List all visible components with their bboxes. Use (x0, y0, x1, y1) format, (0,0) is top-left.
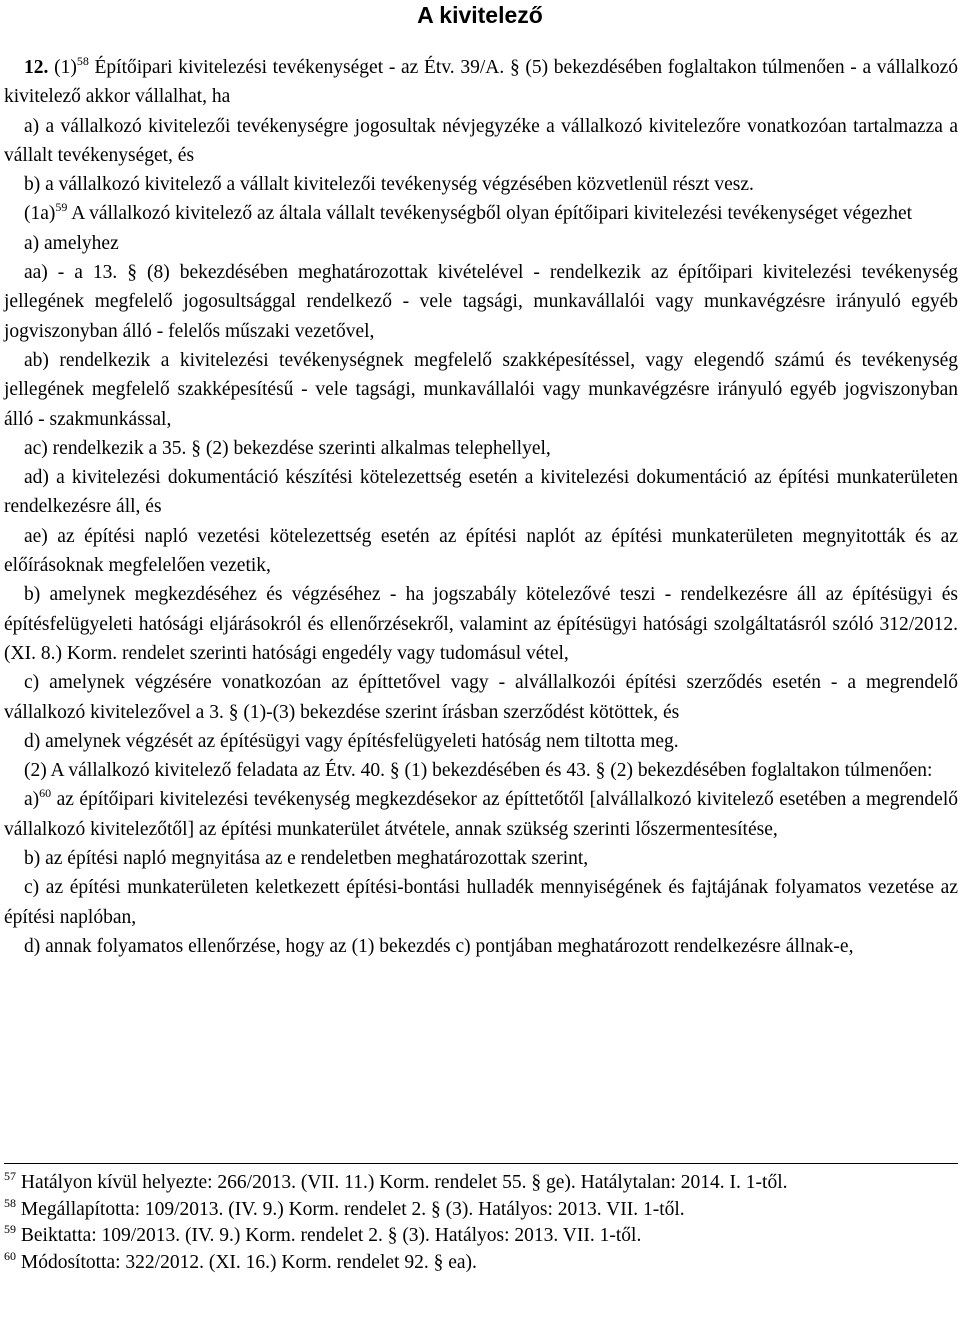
paragraph-label: (1a) (24, 203, 56, 225)
paragraph-2-intro: (2) A vállalkozó kivitelező feladata az Étv. 40. § (1) bekezdésében és 43. § (2) bekezdésében foglaltakon túlmenően: (24, 760, 933, 782)
footnote (4, 1170, 958, 1197)
paragraph-2-point-d: d) annak folyamatos ellenőrzése, hogy az (1) bekezdés c) pontjában meghatározott rendelkezésre állnak-e, (24, 935, 854, 957)
footnote-text: Megállapította: 109/2013. (IV. 9.) Korm. rendelet 2. § (3). Hatályos: 2013. VII. 1-től. (16, 1198, 685, 1220)
footnote-ref[interactable]: 59 (55, 200, 68, 215)
paragraph-1a-point-ac: ac) rendelkezik a 35. § (2) bekezdése szerinti alkalmas telephellyel, (24, 437, 551, 459)
paragraph-1a-point-a: a) amelyhez (24, 232, 119, 254)
point-label: a) (24, 789, 40, 811)
footnote-text: Módosította: 322/2012. (XI. 16.) Korm. rendelet 92. § ea). (16, 1251, 477, 1273)
paragraph-label: (1) (54, 57, 77, 78)
paragraph-1a-point-ae: ae) az építési napló vezetési kötelezettség esetén az építési naplót az építési munkaterületen megnyitották és az előírásoknak megfelelően vezetik, (4, 525, 958, 577)
paragraph-1-point-b: b) a vállalkozó kivitelező a vállalt kivitelezői tevékenység végzésében közvetlenül részt vesz. (24, 174, 754, 196)
page-title: A kivitelező (417, 2, 543, 28)
paragraph-1a-point-d: d) amelynek végzését az építésügyi vagy építésfelügyeleti hatóság nem tiltotta meg. (24, 730, 679, 752)
footnote-number: 60 (4, 1248, 16, 1263)
footnote (4, 1197, 958, 1224)
footnote-number: 59 (4, 1222, 16, 1236)
paragraph-1a-intro (4, 199, 958, 228)
footnote-ref[interactable]: 58 (76, 54, 89, 68)
paragraph-2-point-b: b) az építési napló megnyitása az e rendeletben meghatározottak szerint, (24, 848, 589, 870)
footnote-number: 57 (4, 1169, 16, 1183)
paragraph-1a-point-ab: ab) rendelkezik a kivitelezési tevékenységnek megfelelő szakképesítéssel, vagy elegendő számú és tevékenység jellegének megfelelő szakképesítésű - vele tagsági, munkavállalói vagy munkavégzésre irányuló egyéb jogviszonyban álló - szakmunkással, (4, 349, 958, 430)
paragraph-2-point-c: c) az építési munkaterületen keletkezett építési-bontási hulladék mennyiségének és fajtájának folyamatos vezetése az építési naplóban, (4, 877, 958, 928)
paragraph-1a-point-aa: aa) - a 13. § (8) bekezdésében meghatározottak kivételével - rendelkezik az építőipari kivitelezési tevékenység jellegének megfelelő jogosultsággal rendelkező - vele tagsági, munkavállalói vagy munkavégzésre irányuló egyéb jogviszonyban álló - felelős műszaki vezetővel, (4, 262, 958, 342)
paragraph-1a-point-b: b) amelynek megkezdéséhez és végzéséhez - ha jogszabály kötelezővé teszi - rendelkezésre áll az építésügyi és építésfelügyeleti hatósági eljárásokról és ellenőrzésekről, valamint az építésügyi hatósági szolgáltatásról szóló 312/2012. (XI. 8.) Korm. rendelet szerinti hatósági engedély vagy tudomásul vétel, (4, 584, 958, 664)
footnote-ref[interactable]: 60 (39, 786, 52, 801)
paragraph-1a-point-ad: ad) a kivitelezési dokumentáció készítési kötelezettség esetén a kivitelezési dokumentáció az építési munkaterületen rendelkezésre áll, és (4, 467, 958, 518)
paragraph-1-point-a: a) a vállalkozó kivitelezői tevékenységre jogosultak névjegyzéke a vállalkozó kivitelezőre vonatkozóan tartalmazza a vállalt tevékenységet, és (4, 115, 958, 166)
document-body (4, 53, 958, 961)
paragraph-1-intro (4, 53, 958, 112)
paragraph-1a-point-c: c) amelynek végzésére vonatkozóan az építtetővel vagy - alvállalkozói építési szerződés esetén - a megrendelő vállalkozó kivitelezővel a 3. § (1)-(3) bekezdése szerint írásban szerződést kötöttek, és (4, 672, 958, 723)
footnote-number: 58 (4, 1195, 16, 1210)
paragraph-2-point-a (4, 785, 958, 844)
paragraph-text: Építőipari kivitelezési tevékenységet - az Étv. 39/A. § (5) bekezdésében foglaltakon túlmenően - a vállalkozó kivitelező akkor vállalhat, ha (4, 57, 959, 108)
footnotes (4, 1163, 958, 1276)
paragraph-text: A vállalkozó kivitelező az általa vállalt tevékenységből olyan építőipari kivitelezési tevékenységet végezhet (67, 203, 913, 225)
footnote (4, 1223, 958, 1250)
section-number: 12. (24, 57, 49, 78)
footnote-text: Beiktatta: 109/2013. (IV. 9.) Korm. rendelet 2. § (3). Hatályos: 2013. VII. 1-től. (16, 1225, 642, 1246)
footnote (4, 1250, 958, 1277)
paragraph-text: az építőipari kivitelezési tevékenység megkezdésekor az építtetőtől [alvállalkozó kivitelező esetében a megrendelő vállalkozó kivitelezőtől] az építési munkaterület átvétele, annak szükség szerinti lőszermentesítése, (4, 789, 958, 840)
footnote-text: Hatályon kívül helyezte: 266/2013. (VII. 11.) Korm. rendelet 55. § ge). Hatálytalan: 2014. I. 1-től. (16, 1172, 788, 1193)
